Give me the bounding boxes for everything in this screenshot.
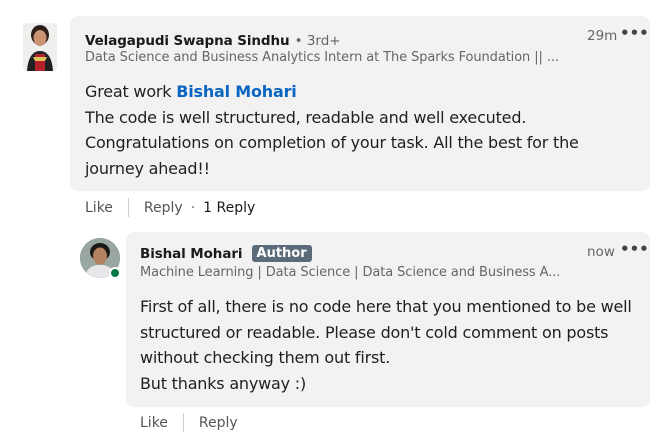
online-status-indicator (109, 267, 121, 279)
dot-separator: · (190, 199, 196, 216)
reply-line-3: without checking them out first. (140, 348, 391, 367)
reply-author-name[interactable]: Bishal Mohari (140, 246, 243, 262)
comment-body (85, 79, 645, 181)
comment-time: 29m (587, 28, 618, 44)
reply-line-1: First of all, there is no code here that you mentioned to be well (140, 297, 632, 316)
more-options-icon[interactable]: ••• (620, 240, 649, 258)
reply-author[interactable] (140, 243, 312, 262)
profile-photo-icon (23, 23, 57, 71)
comment-author-headline: Data Science and Business Analytics Intern at The Sparks Foundation || ... (85, 50, 559, 65)
reply-author-headline: Machine Learning | Data Science | Data Science and Business A... (140, 265, 561, 280)
reply-actions (140, 413, 238, 432)
reply-count-link[interactable]: 1 Reply (203, 199, 256, 216)
reply-line-2: structured or readable. Please don't cold comment on posts (140, 322, 609, 342)
reply-time: now (587, 244, 615, 260)
comment-line-3: Congratulations on completion of your task. All the best for the (85, 133, 579, 152)
comment-line-2: The code is well structured, readable and well executed. (85, 107, 527, 127)
comment-line-4: journey ahead!! (85, 158, 210, 178)
action-divider (183, 413, 184, 432)
avatar-swapna[interactable] (23, 23, 57, 71)
action-divider (128, 198, 129, 217)
like-button[interactable]: Like (140, 414, 168, 431)
like-button[interactable]: Like (85, 199, 113, 216)
connection-degree: • 3rd+ (294, 33, 341, 49)
comment-author[interactable] (85, 30, 341, 49)
reply-button[interactable]: Reply (198, 414, 238, 431)
reply-button[interactable]: Reply (143, 199, 183, 216)
reply-line-4: But thanks anyway :) (140, 373, 307, 393)
mention-link[interactable]: Bishal Mohari (176, 82, 297, 101)
comment-author-name[interactable]: Velagapudi Swapna Sindhu (85, 33, 290, 49)
author-badge: Author (252, 245, 312, 262)
comment-actions (85, 198, 255, 217)
reply-body (140, 294, 645, 396)
more-options-icon[interactable]: ••• (620, 24, 649, 42)
comment-greeting: Great work (85, 82, 177, 101)
